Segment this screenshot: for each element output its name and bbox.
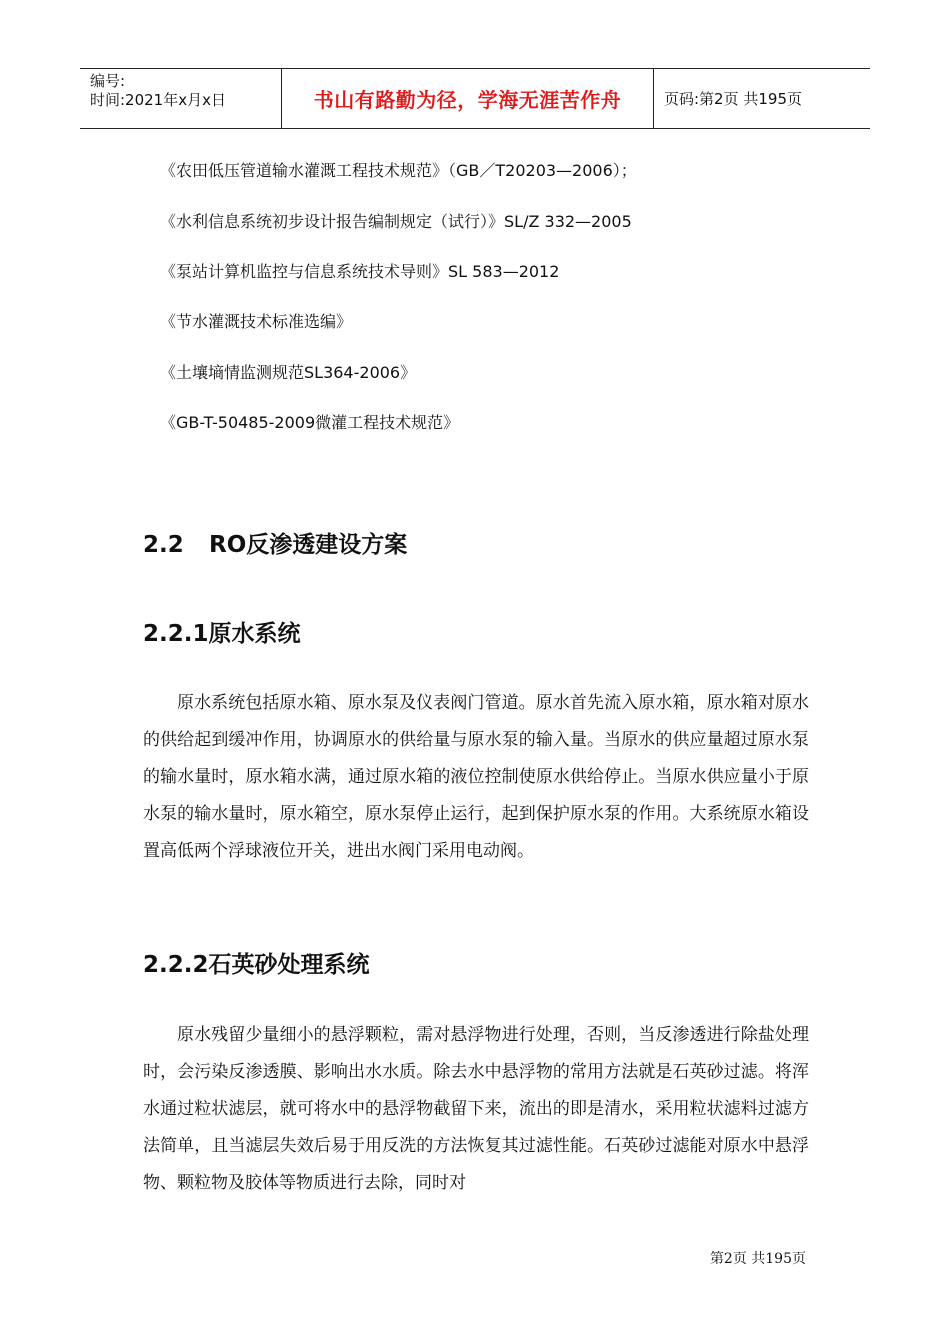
paragraph-raw-water: 原水系统包括原水箱、原水泵及仪表阀门管道。原水首先流入原水箱，原水箱对原水的供给起到缓冲作用，协调原水的供给量与原水泵的输入量。当原水的供应量超过原水泵的输水量时，原水箱水满，通过原水箱的液位控制使原水供给停止。当原水供应量小于原水泵的输水量时，原水箱空，原水泵停止运行，起到保护原水泵的作用。大系统原水箱设置高低两个浮球液位开关，进出水阀门采用电动阀。 [143, 693, 809, 861]
header-page-info: 页码:第2页 共195页 [664, 90, 802, 108]
section-heading-2-2 [143, 526, 407, 559]
reference-item: 《农田低压管道输水灌溉工程技术规范》（GB／T20203—2006）； [160, 161, 637, 180]
reference-item: 《泵站计算机监控与信息系统技术导则》SL 583—2012 [160, 262, 560, 281]
reference-item: 《GB-T-50485-2009微灌工程技术规范》 [160, 413, 460, 432]
reference-item: 《水利信息系统初步设计报告编制规定（试行）》SL/Z 332—2005 [160, 212, 632, 231]
header-motto: 书山有路勤为径，学海无涯苦作舟 [282, 69, 654, 128]
section-heading-2-2-1: 2.2.1原水系统 [143, 621, 301, 647]
paragraph-quartz-sand: 原水残留少量细小的悬浮颗粒，需对悬浮物进行处理，否则，当反渗透进行除盐处理时，会污染反渗透膜、影响出水水质。除去水中悬浮物的常用方法就是石英砂过滤。将浑水通过粒状滤层，就可将水中的悬浮物截留下来，流出的即是清水，采用粒状滤料过滤方法简单，且当滤层失效后易于用反洗的方法恢复其过滤性能。石英砂过滤能对原水中悬浮物、颗粒物及胶体等物质进行去除，同时对 [143, 1025, 809, 1193]
time-label: 时间:2021年x月x日 [90, 91, 226, 109]
reference-item: 《土壤墒情监测规范SL364-2006》 [160, 363, 417, 382]
section-heading-2-2-2: 2.2.2石英砂处理系统 [143, 952, 370, 978]
page-header [80, 68, 870, 129]
section-number: 2.2 [143, 532, 184, 558]
page-footer: 第2页 共195页 [709, 1251, 806, 1267]
section-title: RO反渗透建设方案 [209, 532, 408, 558]
header-meta [80, 69, 282, 128]
reference-item: 《节水灌溉技术标准选编》 [160, 312, 353, 331]
serial-label: 编号: [90, 72, 126, 90]
